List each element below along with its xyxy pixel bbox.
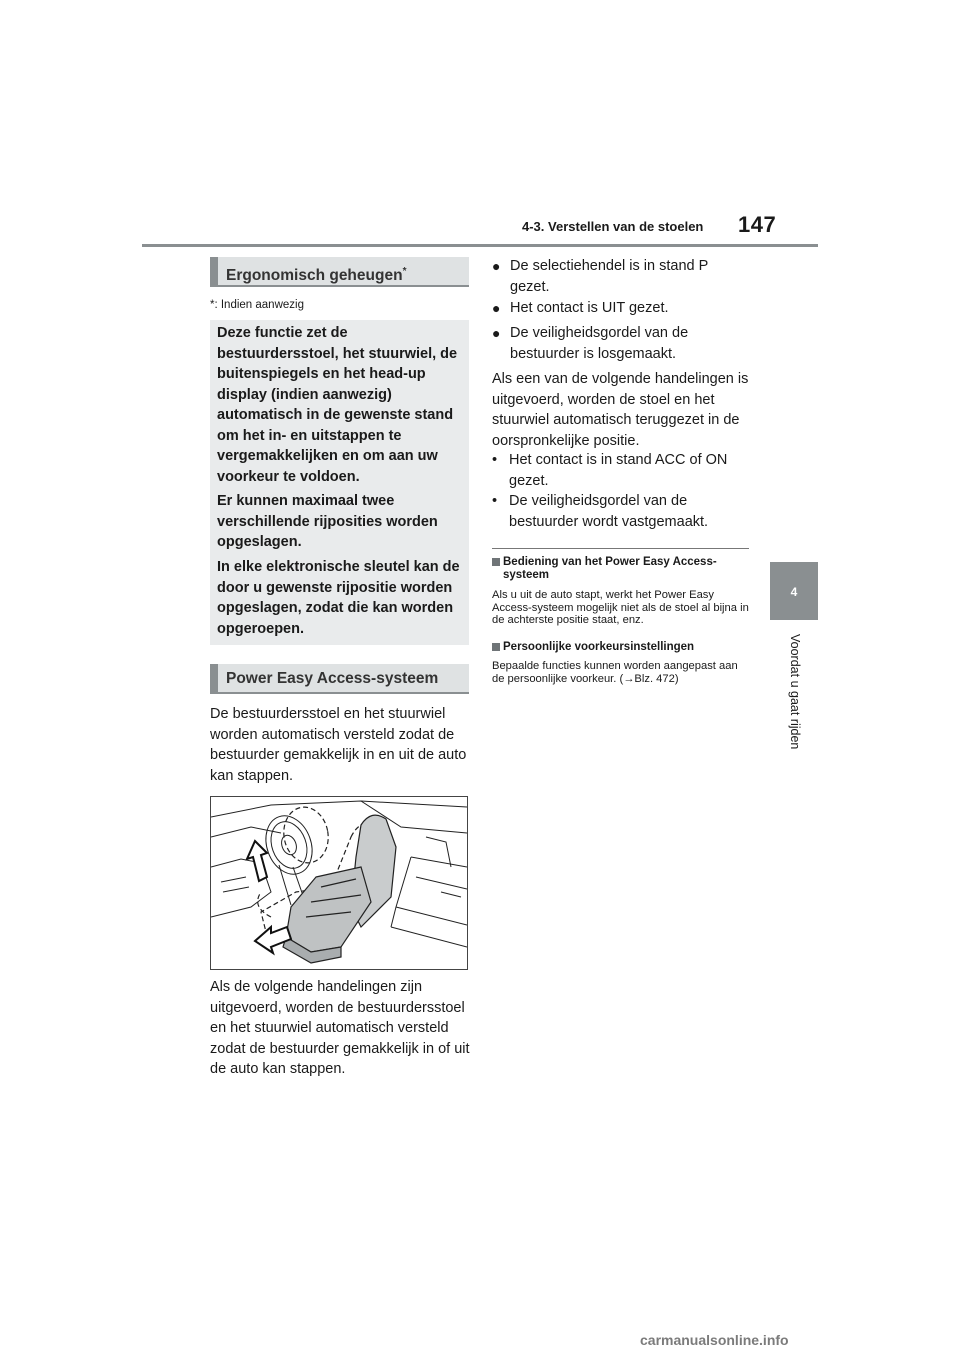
bullet-dot-icon: ● <box>492 300 501 316</box>
bullet-text: Het contact is UIT gezet. <box>510 300 669 316</box>
note-square-icon <box>492 643 500 651</box>
section-heading-text: Power Easy Access-systeem <box>226 670 439 687</box>
watermark: carmanualsonline.info <box>640 1332 789 1348</box>
section-heading-text: Ergonomisch geheugen <box>226 267 403 285</box>
item-text: De veiligheidsgordel van de bestuurder wordt vastgemaakt. <box>509 493 709 530</box>
intro-paragraph: Deze functie zet de bestuurdersstoel, het stuurwiel, de buitenspiegels en het head-up display (indien aanwezig) automatisch in de gewenste stand om het in- en uitstappen te vergemakkelijken en om aan uw voorkeur te voldoen. <box>217 325 458 485</box>
bullet-mark: • <box>492 452 498 468</box>
bullet-dot-icon: ● <box>492 258 501 274</box>
notes-divider <box>492 548 749 549</box>
bullet-text: De selectiehendel is in stand P gezet. <box>510 258 709 295</box>
chapter-tab <box>770 562 818 620</box>
section-heading-memory <box>210 257 469 287</box>
running-header-section: 4-3. Verstellen van de stoelen <box>522 219 704 234</box>
note-text: Als u uit de auto stapt, werkt het Power Easy Access-systeem mogelijk niet als de stoel al bijna in de achterste positie staat, enz. <box>492 589 749 626</box>
section-heading-easy-access <box>210 664 469 694</box>
note-text: Bepaalde functies kunnen worden aangepast aan de persoonlijke voorkeur. (→Blz. 472) <box>492 660 738 685</box>
body-paragraph: De bestuurdersstoel en het stuurwiel worden automatisch versteld zodat de bestuurder gemakkelijk in en uit de auto kan stappen. <box>210 706 467 784</box>
note-heading-text: Bediening van het Power Easy Access-systeem <box>503 556 717 581</box>
body-paragraph: Als de volgende handelingen zijn uitgevoerd, worden de bestuurdersstoel en het stuurwiel automatisch versteld zodat de bestuurder gemakkelijk in of uit de auto kan stappen. <box>210 979 470 1077</box>
body-paragraph: Als een van de volgende handelingen is uitgevoerd, worden de stoel en het stuurwiel automatisch teruggezet in de oorspronkelijke positie. <box>492 371 749 449</box>
seat-illustration <box>210 796 468 970</box>
header-rule <box>142 244 818 247</box>
seat-movement-drawing <box>211 797 467 969</box>
note-square-icon <box>492 558 500 566</box>
chapter-label: Voordat u gaat rijden <box>788 634 802 750</box>
bullet-dot-icon: ● <box>492 325 501 341</box>
bullet-text: De veiligheidsgordel van de bestuurder is losgemaakt. <box>510 325 689 362</box>
bullet-mark: • <box>492 493 498 509</box>
item-text: Het contact is in stand ACC of ON gezet. <box>509 452 728 489</box>
chapter-number: 4 <box>790 585 798 599</box>
availability-footnote: *: Indien aanwezig <box>210 299 304 311</box>
page-number: 147 <box>738 212 777 237</box>
intro-box <box>210 320 469 645</box>
availability-mark: * <box>402 266 407 277</box>
intro-paragraph: In elke elektronische sleutel kan de door u gewenste rijpositie worden opgeslagen, zodat die kan worden opgeroepen. <box>217 559 460 637</box>
intro-paragraph: Er kunnen maximaal twee verschillende rijposities worden opgeslagen. <box>217 493 438 550</box>
note-heading-text: Persoonlijke voorkeursinstellingen <box>503 641 695 653</box>
